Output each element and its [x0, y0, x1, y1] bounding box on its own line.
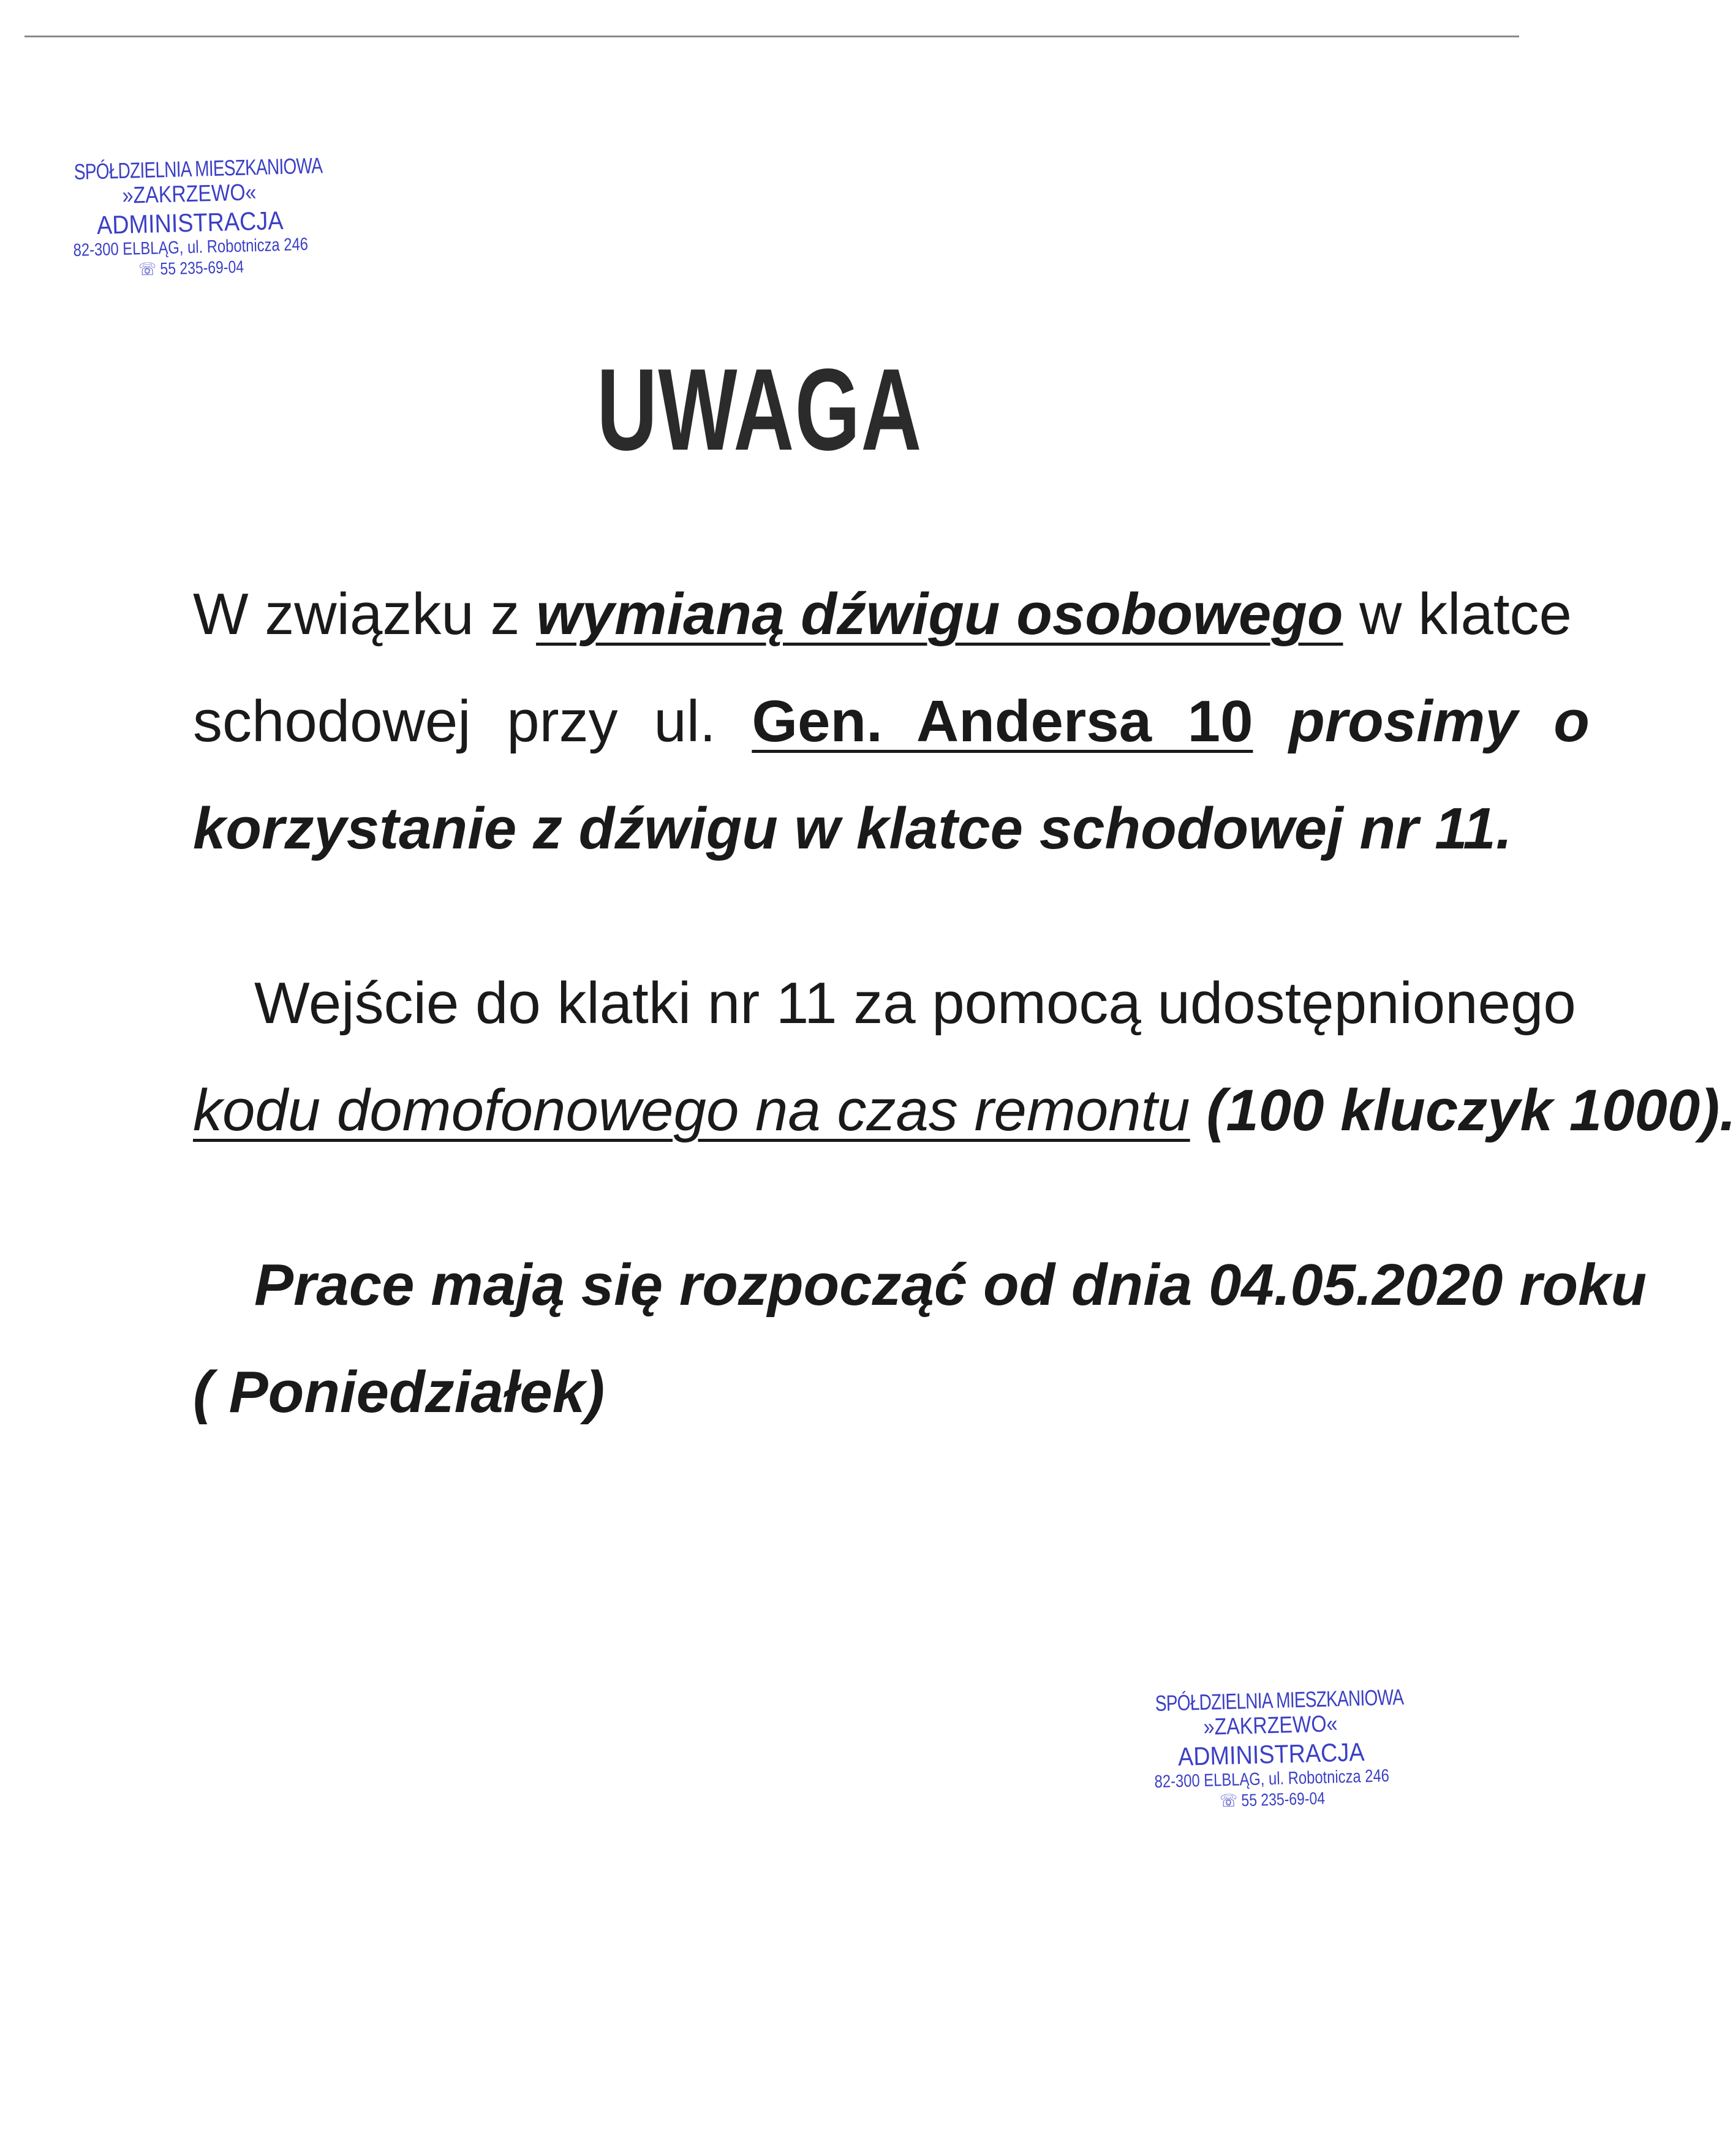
para1-text-street-prefix: schodowej przy ul. [193, 689, 752, 754]
para2-line2 [193, 1078, 1736, 1161]
para3-line1 [193, 1252, 1647, 1335]
para1-instruction: korzystanie z dźwigu w klatce schodowej nr 11. [193, 796, 1512, 861]
para1-address: Gen. Andersa 10 [752, 689, 1253, 754]
para3-line2 [193, 1359, 1394, 1443]
stamp-org: SPÓŁDZIELNIA MIESZKANIOWA [74, 153, 323, 184]
para1-line3 [193, 796, 1512, 879]
para3-start-date: Prace mają się rozpocząć od dnia 04.05.2020 roku [254, 1252, 1647, 1318]
para2-intercom-code: (100 kluczyk 1000). [1190, 1078, 1736, 1143]
notice-title: UWAGA [597, 345, 923, 475]
stamp-top [41, 153, 338, 282]
stamp-name: »ZAKRZEWO« [1203, 1711, 1338, 1741]
para1-line1 [193, 581, 1572, 665]
para2-entrance-text: Wejście do klatki nr 11 za pomocą udostępnionego [254, 970, 1576, 1036]
stamp-bottom [1122, 1684, 1419, 1813]
stamp-admin: ADMINISTRACJA [96, 206, 284, 240]
para2-intercom-code-label: kodu domofonowego na czas remontu [193, 1078, 1190, 1143]
stamp-address: 82-300 ELBLĄG, ul. Robotnicza 246 [1154, 1766, 1390, 1792]
stamp-phone: ☏ 55 235-69-04 [138, 257, 244, 279]
para1-emphasis-elevator: wymianą dźwigu osobowego [536, 581, 1343, 647]
para1-text-a: W związku z [193, 581, 537, 647]
para1-text-c: w klatce [1343, 581, 1572, 647]
stamp-name: »ZAKRZEWO« [122, 179, 257, 210]
stamp-phone: ☏ 55 235-69-04 [1219, 1788, 1326, 1810]
para2-line1 [193, 970, 1576, 1054]
scan-edge-line [25, 36, 1519, 37]
stamp-address: 82-300 ELBLĄG, ul. Robotnicza 246 [73, 235, 309, 261]
stamp-admin: ADMINISTRACJA [1177, 1737, 1365, 1772]
stamp-org: SPÓŁDZIELNIA MIESZKANIOWA [1155, 1684, 1404, 1716]
para1-request: prosimy o [1253, 689, 1590, 754]
para3-weekday: ( Poniedziałek) [193, 1359, 605, 1425]
para1-line2 [193, 689, 1590, 772]
